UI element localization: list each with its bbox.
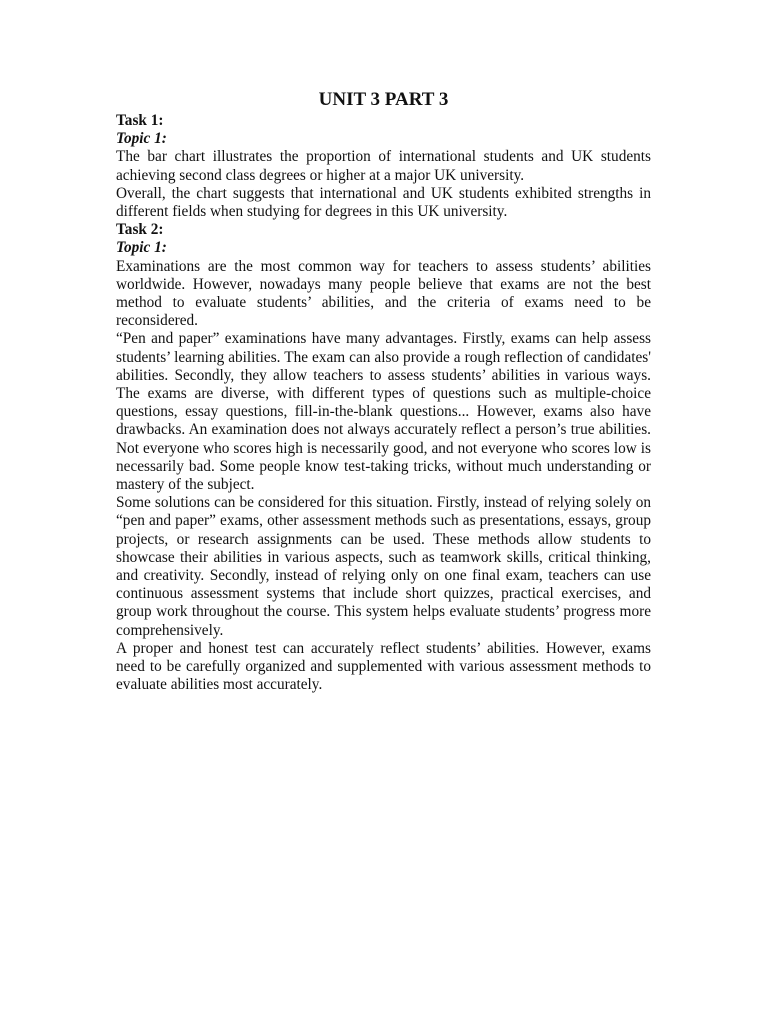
document-title: UNIT 3 PART 3 (318, 89, 449, 110)
task2-heading: Task 2: (116, 221, 164, 239)
task2-paragraph: A proper and honest test can accurately reflect students’ abilities. However, exams need to be carefully organized and supplemented with various assessment methods to evaluate abilities most accurately. (116, 639, 651, 694)
task1-heading: Task 1: (116, 112, 164, 129)
task1-paragraph: Overall, the chart suggests that international and UK students exhibited strengths in different fields when studying for degrees in this UK university. (116, 184, 651, 221)
task2-topic: Topic 1: (116, 239, 167, 257)
task2-paragraph: Some solutions can be considered for this situation. Firstly, instead of relying solely on “pen and paper” exams, other assessment methods such as presentations, essays, group projects, or research assignments can be used. These methods allow students to showcase their abilities in various aspects, such as teamwork skills, critical thinking, and creativity. Secondly, instead of relying only on one final exam, teachers can use continuous assessment systems that include short quizzes, practical exercises, and group work throughout the course. This system helps evaluate students’ progress more comprehensively. (116, 494, 651, 639)
task2-paragraph: “Pen and paper” examinations have many advantages. Firstly, exams can help assess students’ learning abilities. The exam can also provide a rough reflection of candidates' abilities. Secondly, they allow teachers to assess students’ abilities in various ways. The exams are diverse, with different types of questions such as multiple-choice questions, essay questions, fill-in-the-blank questions... However, exams also have drawbacks. An examination does not always accurately reflect a person’s true abilities. Not everyone who scores high is necessarily good, and not everyone who scores low is necessarily bad. Some people know test-taking tricks, without much understanding or mastery of the subject. (116, 330, 651, 494)
task2-paragraph: Examinations are the most common way for teachers to assess students’ abilities worldwide. However, nowadays many people believe that exams are not the best method to evaluate students’ abilities, and the criteria of exams need to be reconsidered. (116, 257, 651, 330)
document-page (116, 88, 651, 695)
task1-paragraph: The bar chart illustrates the proportion of international students and UK students achieving second class degrees or higher at a major UK university. (116, 148, 651, 184)
task1-topic: Topic 1: (116, 130, 167, 148)
